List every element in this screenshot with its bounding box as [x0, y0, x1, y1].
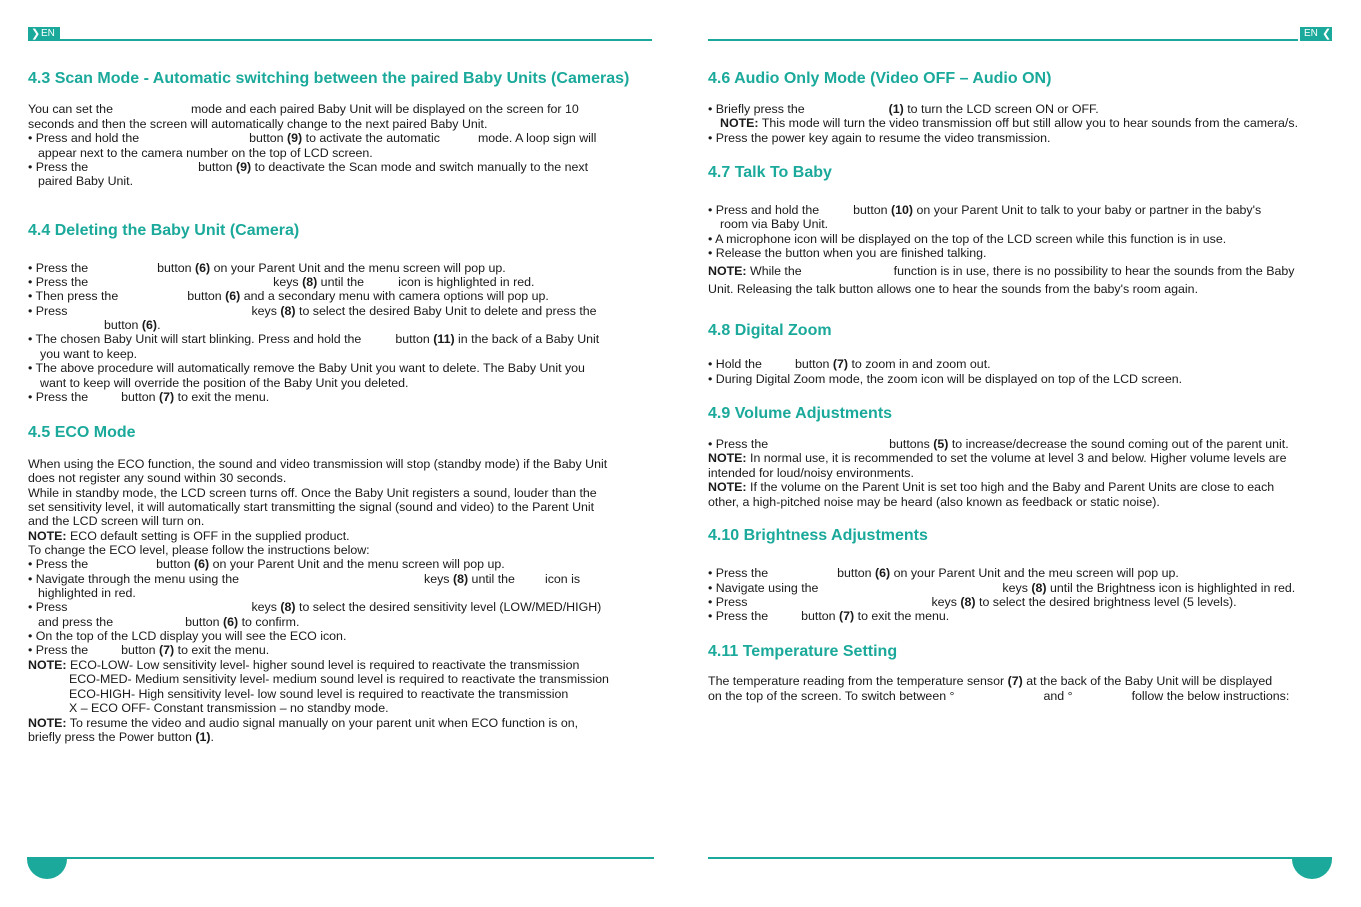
- heading-brightness-adjustments: 4.10 Brightness Adjustments: [708, 527, 928, 544]
- text-line: X – ECO OFF- Constant transmission – no standby mode.: [69, 701, 389, 715]
- heading-digital-zoom: 4.8 Digital Zoom: [708, 322, 832, 339]
- chevron-left-icon: ❮: [1322, 28, 1332, 40]
- text-line: on the top of the screen. To switch between ° and ° follow the below instructions:: [708, 689, 1290, 703]
- text-line: • Press the button (9) to deactivate the Scan mode and switch manually to the next: [28, 160, 589, 174]
- footer-rule: [60, 857, 654, 859]
- text-line: does not register any sound within 30 seconds.: [28, 471, 287, 485]
- text-line: • A microphone icon will be displayed on the top of the LCD screen while this function is in use.: [708, 232, 1227, 246]
- text-line: • On the top of the LCD display you will see the ECO icon.: [28, 629, 347, 643]
- text-line: When using the ECO function, the sound and video transmission will stop (standby mode) if the Baby Unit: [28, 457, 608, 471]
- text-line: paired Baby Unit.: [38, 174, 134, 188]
- language-label: EN: [41, 28, 55, 39]
- text-line: set sensitivity level, it will automatically start transmitting the signal (sound and video) to the Parent Unit: [28, 500, 595, 514]
- text-line: • During Digital Zoom mode, the zoom icon will be displayed on top of the LCD screen.: [708, 372, 1183, 386]
- text-line: • Press the buttons (5) to increase/decrease the sound coming out of the parent unit.: [708, 437, 1289, 451]
- heading-scan-mode: 4.3 Scan Mode - Automatic switching between the paired Baby Units (Cameras): [28, 70, 630, 87]
- heading-audio-only-mode: 4.6 Audio Only Mode (Video OFF – Audio ON): [708, 70, 1052, 87]
- text-line: • Press and hold the button (9) to activate the automatic mode. A loop sign will: [28, 131, 597, 145]
- text-line: While in standby mode, the LCD screen turns off. Once the Baby Unit registers a sound, louder than the: [28, 486, 597, 500]
- text-line: • Press and hold the button (10) on your Parent Unit to talk to your baby or partner in the baby's: [708, 203, 1262, 217]
- language-label: EN: [1304, 28, 1318, 39]
- text-line: The temperature reading from the temperature sensor (7) at the back of the Baby Unit will be displayed: [708, 674, 1273, 688]
- text-line: appear next to the camera number on the top of LCD screen.: [38, 146, 373, 160]
- text-line: • Press the button (7) to exit the menu.: [28, 390, 270, 404]
- language-tag-left: [28, 27, 60, 41]
- text-line: • Press keys (8) to select the desired Baby Unit to delete and press the: [28, 304, 597, 318]
- text-line: room via Baby Unit.: [720, 217, 829, 231]
- text-line: • Press the button (7) to exit the menu.: [708, 609, 950, 623]
- footer-rule: [708, 857, 1298, 859]
- text-line: NOTE: In normal use, it is recommended to set the volume at level 3 and below. Higher volume levels are: [708, 451, 1287, 465]
- header-rule: [708, 39, 1298, 41]
- text-line: • Briefly press the (1) to turn the LCD screen ON or OFF.: [708, 102, 1099, 116]
- language-tag-right: [1300, 27, 1332, 41]
- text-line: ECO-MED- Medium sensitivity level- medium sound level is required to reactivate the transmission: [69, 672, 609, 686]
- text-line: You can set the mode and each paired Baby Unit will be displayed on the screen for 10: [28, 102, 579, 116]
- text-line: you want to keep.: [40, 347, 138, 361]
- text-line: NOTE: If the volume on the Parent Unit is set too high and the Baby and Parent Units are close to each: [708, 480, 1275, 494]
- text-line: • The chosen Baby Unit will start blinking. Press and hold the button (11) in the back of a Baby Unit: [28, 332, 600, 346]
- text-line: • Press the keys (8) until the icon is highlighted in red.: [28, 275, 535, 289]
- text-line: NOTE: ECO-LOW- Low sensitivity level- higher sound level is required to reactivate the transmission: [28, 658, 580, 672]
- text-line: want to keep will override the position of the Baby Unit you deleted.: [40, 376, 409, 390]
- heading-eco-mode: 4.5 ECO Mode: [28, 424, 136, 441]
- text-line: • Navigate using the keys (8) until the Brightness icon is highlighted in red.: [708, 581, 1296, 595]
- heading-talk-to-baby: 4.7 Talk To Baby: [708, 164, 832, 181]
- text-line: and the LCD screen will turn on.: [28, 514, 205, 528]
- text-line: Unit. Releasing the talk button allows one to hear the sounds from the baby's room again.: [708, 282, 1199, 296]
- text-line: NOTE: While the function is in use, there is no possibility to hear the sounds from the Baby: [708, 264, 1295, 278]
- text-line: other, a high-pitched noise may be heard (also known as feedback or static noise).: [708, 495, 1160, 509]
- text-line: • Press the button (6) on your Parent Unit and the menu screen will pop up.: [28, 557, 505, 571]
- text-line: intended for loud/noisy environments.: [708, 466, 914, 480]
- text-line: To change the ECO level, please follow the instructions below:: [28, 543, 370, 557]
- text-line: • Press the button (7) to exit the menu.: [28, 643, 270, 657]
- text-line: • Hold the button (7) to zoom in and zoom out.: [708, 357, 991, 371]
- text-line: • Press the button (6) on your Parent Unit and the meu screen will pop up.: [708, 566, 1179, 580]
- text-line: seconds and then the screen will automatically change to the next paired Baby Unit.: [28, 117, 488, 131]
- left-page: [0, 0, 680, 907]
- page-corner-tab-right: [1292, 857, 1332, 879]
- text-line: • Press the button (6) on your Parent Unit and the menu screen will pop up.: [28, 261, 506, 275]
- text-line: and press the button (6) to confirm.: [38, 615, 300, 629]
- page-corner-tab-left: [27, 857, 67, 879]
- text-line: NOTE: ECO default setting is OFF in the supplied product.: [28, 529, 350, 543]
- chevron-right-icon: ❯: [31, 28, 41, 40]
- text-line: • The above procedure will automatically remove the Baby Unit you want to delete. The Baby Unit you: [28, 361, 585, 375]
- text-line: • Press keys (8) to select the desired sensitivity level (LOW/MED/HIGH): [28, 600, 602, 614]
- text-line: NOTE: This mode will turn the video transmission off but still allow you to hear sounds from the camera/s.: [720, 116, 1299, 130]
- heading-temperature-setting: 4.11 Temperature Setting: [708, 643, 898, 660]
- text-line: NOTE: To resume the video and audio signal manually on your parent unit when ECO function is on,: [28, 716, 579, 730]
- text-line: button (6).: [104, 318, 161, 332]
- right-page: [680, 0, 1360, 907]
- text-line: briefly press the Power button (1).: [28, 730, 214, 744]
- text-line: • Press the power key again to resume the video transmission.: [708, 131, 1051, 145]
- heading-volume-adjustments: 4.9 Volume Adjustments: [708, 405, 893, 422]
- text-line: • Navigate through the menu using the keys (8) until the icon is: [28, 572, 581, 586]
- text-line: ECO-HIGH- High sensitivity level- low sound level is required to reactivate the transmission: [69, 687, 569, 701]
- text-line: • Press keys (8) to select the desired brightness level (5 levels).: [708, 595, 1237, 609]
- text-line: • Release the button when you are finished talking.: [708, 246, 987, 260]
- heading-deleting-baby-unit: 4.4 Deleting the Baby Unit (Camera): [28, 222, 300, 239]
- text-line: highlighted in red.: [38, 586, 136, 600]
- header-rule: [60, 39, 652, 41]
- text-line: • Then press the button (6) and a secondary menu with camera options will pop up.: [28, 289, 549, 303]
